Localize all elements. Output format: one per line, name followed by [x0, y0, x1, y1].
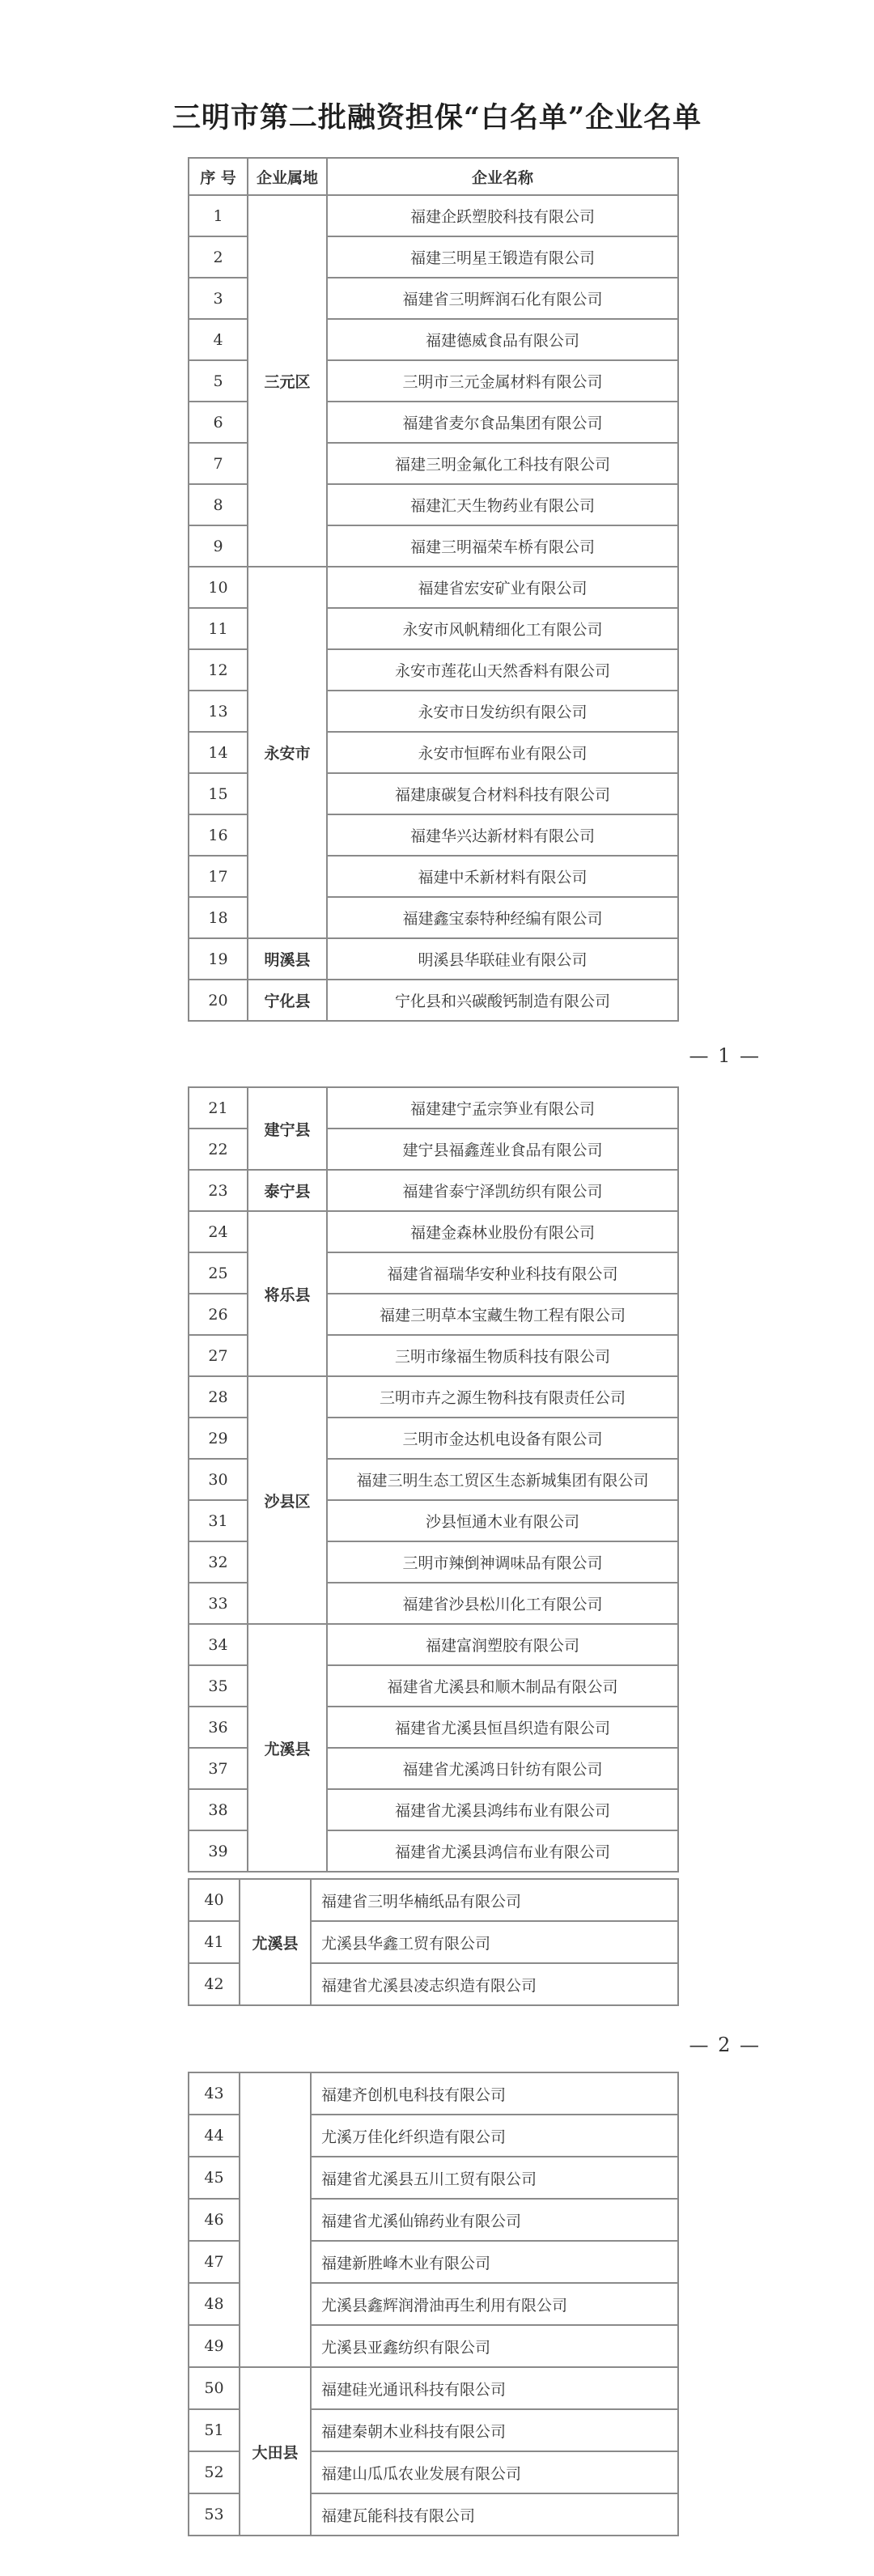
row-number: 25 — [189, 1252, 248, 1294]
district-cell: 将乐县 — [248, 1211, 327, 1376]
row-number: 21 — [189, 1087, 248, 1129]
row-number: 33 — [189, 1583, 248, 1624]
company-name: 福建硅光通讯科技有限公司 — [311, 2367, 678, 2409]
company-name: 尤溪县亚鑫纺织有限公司 — [311, 2325, 678, 2367]
row-number: 15 — [189, 773, 248, 814]
company-name: 福建三明金氟化工科技有限公司 — [327, 443, 678, 484]
company-name: 福建三明星王锻造有限公司 — [327, 236, 678, 278]
table-row — [189, 1879, 678, 1921]
row-number: 46 — [189, 2199, 240, 2241]
row-number: 9 — [189, 525, 248, 567]
row-number: 2 — [189, 236, 248, 278]
table-row — [189, 938, 678, 980]
row-number: 50 — [189, 2367, 240, 2409]
row-number: 40 — [189, 1879, 240, 1921]
company-name: 尤溪万佳化纤织造有限公司 — [311, 2115, 678, 2157]
company-name: 三明市缘福生物质科技有限公司 — [327, 1335, 678, 1376]
company-name: 福建省尤溪县鸿纬布业有限公司 — [327, 1789, 678, 1830]
district-cell: 宁化县 — [248, 980, 327, 1021]
company-name: 福建瓦能科技有限公司 — [311, 2493, 678, 2536]
table-row — [189, 1211, 678, 1252]
row-number: 10 — [189, 567, 248, 608]
company-name: 福建三明草本宝藏生物工程有限公司 — [327, 1294, 678, 1335]
row-number: 7 — [189, 443, 248, 484]
row-number: 17 — [189, 856, 248, 897]
district-cell: 建宁县 — [248, 1087, 327, 1170]
company-name: 福建汇天生物药业有限公司 — [327, 484, 678, 525]
header-name: 企业名称 — [327, 158, 678, 195]
row-number: 32 — [189, 1541, 248, 1583]
company-name: 福建三明福荣车桥有限公司 — [327, 525, 678, 567]
row-number: 24 — [189, 1211, 248, 1252]
row-number: 42 — [189, 1963, 240, 2005]
district-cell: 尤溪县 — [240, 1879, 311, 2005]
district-cell — [240, 2072, 311, 2367]
company-name: 福建省尤溪仙锦药业有限公司 — [311, 2199, 678, 2241]
row-number: 13 — [189, 691, 248, 732]
company-name: 福建鑫宝泰特种经编有限公司 — [327, 897, 678, 938]
company-name: 尤溪县华鑫工贸有限公司 — [311, 1921, 678, 1963]
company-name: 福建省尤溪县五川工贸有限公司 — [311, 2157, 678, 2199]
company-name: 福建省尤溪县凌志织造有限公司 — [311, 1963, 678, 2005]
company-name: 福建省尤溪县和顺木制品有限公司 — [327, 1665, 678, 1707]
district-cell: 泰宁县 — [248, 1170, 327, 1211]
company-name: 福建省尤溪鸿日针纺有限公司 — [327, 1748, 678, 1789]
row-number: 30 — [189, 1459, 248, 1500]
company-name: 永安市日发纺织有限公司 — [327, 691, 678, 732]
company-name: 三明市卉之源生物科技有限责任公司 — [327, 1376, 678, 1418]
row-number: 41 — [189, 1921, 240, 1963]
header-no: 序 号 — [189, 158, 248, 195]
page-title: 三明市第二批融资担保“白名单”企业名单 — [172, 101, 702, 134]
company-name: 福建齐创机电科技有限公司 — [311, 2072, 678, 2115]
company-name: 三明市辣倒神调味品有限公司 — [327, 1541, 678, 1583]
company-name: 福建省麦尔食品集团有限公司 — [327, 402, 678, 443]
row-number: 38 — [189, 1789, 248, 1830]
table-header — [189, 158, 678, 195]
table-row — [189, 1170, 678, 1211]
company-name: 福建秦朝木业科技有限公司 — [311, 2409, 678, 2451]
district-cell: 永安市 — [248, 567, 327, 938]
company-name: 福建金森林业股份有限公司 — [327, 1211, 678, 1252]
company-name: 宁化县和兴碳酸钙制造有限公司 — [327, 980, 678, 1021]
enterprise-table-3 — [188, 1878, 679, 2006]
company-name: 福建山瓜瓜农业发展有限公司 — [311, 2451, 678, 2493]
company-name: 福建省泰宁泽凯纺织有限公司 — [327, 1170, 678, 1211]
company-name: 福建中禾新材料有限公司 — [327, 856, 678, 897]
company-name: 尤溪县鑫辉润滑油再生利用有限公司 — [311, 2283, 678, 2325]
table-row — [189, 2072, 678, 2115]
enterprise-table-4 — [188, 2072, 679, 2536]
row-number: 1 — [189, 195, 248, 236]
row-number: 43 — [189, 2072, 240, 2115]
row-number: 31 — [189, 1500, 248, 1541]
company-name: 福建省三明辉润石化有限公司 — [327, 278, 678, 319]
district-cell: 明溪县 — [248, 938, 327, 980]
table-row — [189, 1087, 678, 1129]
company-name: 福建德威食品有限公司 — [327, 319, 678, 360]
row-number: 36 — [189, 1707, 248, 1748]
company-name: 建宁县福鑫莲业食品有限公司 — [327, 1129, 678, 1170]
row-number: 45 — [189, 2157, 240, 2199]
row-number: 37 — [189, 1748, 248, 1789]
row-number: 22 — [189, 1129, 248, 1170]
row-number: 29 — [189, 1418, 248, 1459]
page-number: — 2 — — [689, 2034, 761, 2056]
row-number: 53 — [189, 2493, 240, 2536]
row-number: 6 — [189, 402, 248, 443]
row-number: 52 — [189, 2451, 240, 2493]
row-number: 35 — [189, 1665, 248, 1707]
district-cell: 大田县 — [240, 2367, 311, 2536]
row-number: 16 — [189, 814, 248, 856]
table-row — [189, 1376, 678, 1418]
row-number: 8 — [189, 484, 248, 525]
row-number: 47 — [189, 2241, 240, 2283]
row-number: 49 — [189, 2325, 240, 2367]
table-row — [189, 567, 678, 608]
row-number: 18 — [189, 897, 248, 938]
row-number: 19 — [189, 938, 248, 980]
company-name: 福建省福瑞华安种业科技有限公司 — [327, 1252, 678, 1294]
row-number: 11 — [189, 608, 248, 649]
row-number: 44 — [189, 2115, 240, 2157]
company-name: 福建新胜峰木业有限公司 — [311, 2241, 678, 2283]
row-number: 48 — [189, 2283, 240, 2325]
company-name: 明溪县华联硅业有限公司 — [327, 938, 678, 980]
company-name: 福建华兴达新材料有限公司 — [327, 814, 678, 856]
row-number: 12 — [189, 649, 248, 691]
district-cell: 三元区 — [248, 195, 327, 567]
company-name: 三明市金达机电设备有限公司 — [327, 1418, 678, 1459]
company-name: 福建三明生态工贸区生态新城集团有限公司 — [327, 1459, 678, 1500]
company-name: 福建企跃塑胶科技有限公司 — [327, 195, 678, 236]
row-number: 39 — [189, 1830, 248, 1872]
district-cell: 尤溪县 — [248, 1624, 327, 1872]
company-name: 福建康碳复合材料科技有限公司 — [327, 773, 678, 814]
company-name: 福建省沙县松川化工有限公司 — [327, 1583, 678, 1624]
company-name: 福建省尤溪县恒昌织造有限公司 — [327, 1707, 678, 1748]
company-name: 永安市恒晖布业有限公司 — [327, 732, 678, 773]
table-row — [189, 1624, 678, 1665]
row-number: 23 — [189, 1170, 248, 1211]
company-name: 沙县恒通木业有限公司 — [327, 1500, 678, 1541]
row-number: 34 — [189, 1624, 248, 1665]
page-number: — 1 — — [689, 1044, 761, 1067]
row-number: 51 — [189, 2409, 240, 2451]
row-number: 5 — [189, 360, 248, 402]
table-row — [189, 2367, 678, 2409]
row-number: 3 — [189, 278, 248, 319]
row-number: 14 — [189, 732, 248, 773]
company-name: 福建省宏安矿业有限公司 — [327, 567, 678, 608]
row-number: 20 — [189, 980, 248, 1021]
enterprise-table-1 — [188, 157, 679, 1022]
row-number: 28 — [189, 1376, 248, 1418]
company-name: 三明市三元金属材料有限公司 — [327, 360, 678, 402]
row-number: 26 — [189, 1294, 248, 1335]
table-row — [189, 195, 678, 236]
company-name: 福建省三明华楠纸品有限公司 — [311, 1879, 678, 1921]
district-cell: 沙县区 — [248, 1376, 327, 1624]
company-name: 永安市风帆精细化工有限公司 — [327, 608, 678, 649]
row-number: 4 — [189, 319, 248, 360]
enterprise-table-2 — [188, 1086, 679, 1872]
header-district: 企业属地 — [248, 158, 327, 195]
company-name: 福建建宁孟宗笋业有限公司 — [327, 1087, 678, 1129]
company-name: 福建省尤溪县鸿信布业有限公司 — [327, 1830, 678, 1872]
row-number: 27 — [189, 1335, 248, 1376]
table-row — [189, 980, 678, 1021]
company-name: 福建富润塑胶有限公司 — [327, 1624, 678, 1665]
company-name: 永安市莲花山天然香料有限公司 — [327, 649, 678, 691]
